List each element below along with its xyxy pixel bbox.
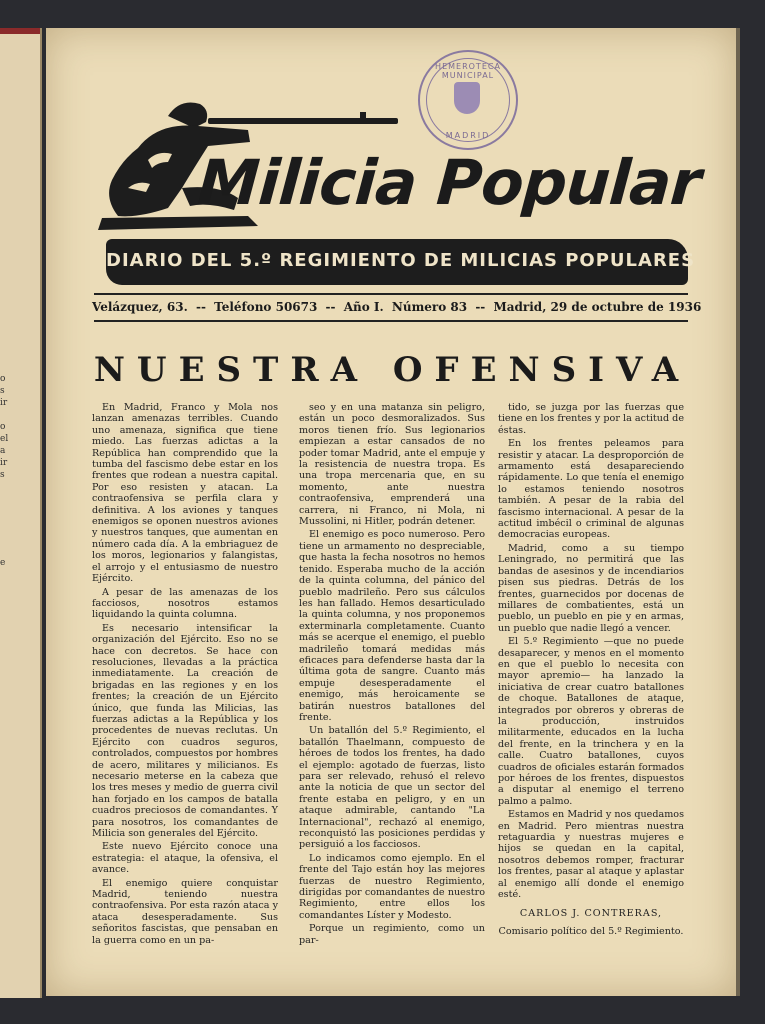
stamp-bottom-text: MADRID [445,131,491,140]
previous-page-edge [0,28,42,998]
author-role: Comisario político del 5.º Regimiento. [498,925,684,937]
paragraph: Estamos en Madrid y nos quedamos en Madrid. Pero mientras nuestra retaguardia y nuestras mujeres e hijos se quedan en la capital, nosotros debemos romper, fracturar los frentes, pasar al ataque y aplastar al enemigo allí donde el enemigo esté. [498,809,684,901]
issue-number: Número 83 [391,300,468,314]
binding-edge [0,28,40,34]
paragraph: En los frentes peleamos para resistir y atacar. La desproporción de armamento está desapareciendo rápidamente. Lo que tenía el enemigo lo estamos teniendo nosotros también. A pesar de la rabia del fascismo internacional. A pesar de la actitud imbécil o criminal de algunas democracias europeas. [498,438,684,541]
paragraph: Porque un regimiento, como un par- [299,923,485,946]
masthead-title: Milicia Popular [195,146,703,219]
paragraph: Este nuevo Ejército conoce una estrategia: el ataque, la ofensiva, el avance. [92,841,278,876]
newspaper-page [46,28,736,996]
divider-bottom [94,320,688,322]
page-fragment: e [0,558,6,568]
page-fragment: o [0,374,6,384]
page-fragment: a [0,446,6,456]
page-fragment: ir [0,458,8,468]
address: Velázquez, 63. [92,300,188,314]
paragraph: En Madrid, Franco y Mola nos lanzan amenazas terribles. Cuando uno amenaza, significa que tiene miedo. Las fuerzas adictas a la República han comprendido que la tumba del fascismo debe estar en los frentes que rodean a nuestra capital. Por eso resisten y atacan. La contraofensiva se perfila clara y definitiva. A los aviones y tanques enemigos se oponen nuestros aviones y nuestros tanques, que aumentan en número cada día. A la embriaguez de los moros, legionarios y falangistas, el arrojo y el entusiasmo de nuestro Ejército. [92,402,278,585]
page-fragment: el [0,434,9,444]
paragraph: Lo indicamos como ejemplo. En el frente del Tajo están hoy las mejores fuerzas de nuestro Regimiento, dirigidas por comandantes de nuestro Regimiento, entre ellos los comandantes Líster y Modesto. [299,852,485,921]
library-stamp [418,50,518,150]
paragraph: El 5.º Regimiento —que no puede desaparecer, y menos en el momento en que el pueblo lo necesita con mayor apremio— ha lanzado la iniciativa de crear cuatro batallones de choque. Batallones de ataque, integrados por obreros y obreras de la producción, instruidos militarmente, educados en la lucha del frente, en la trinchera y en la calle. Cuatro batallones, cuyos cuadros de oficiales estarán formados por héroes de los frentes, dispuestos a disputar al enemigo el terreno palmo a palmo. [498,636,684,807]
separator: -- [195,300,206,314]
page-fragment: s [0,386,5,396]
phone: Teléfono 50673 [214,300,318,314]
paragraph: A pesar de las amenazas de los facciosos, nosotros estamos liquidando la quinta columna. [92,586,278,621]
separator: -- [475,300,486,314]
paragraph: Es necesario intensificar la organización del Ejército. Eso no se hace con decretos. Se hace con resoluciones, llevadas a la práctica inmediatamente. La creación de brigadas en las regiones y en los frentes; la creación de un Ejército único, que funda las Milicias, las fuerzas adictas a la República y los procedentes de nuevas reclutas. Un Ejército con cuadros seguros, controlados, compuestos por hombres de acero, militares y milicianos. Es necesario meterse en la cabeza que los tres meses y medio de guerra civil han forjado en los campos de batalla cuadros preciosos de comandantes. Y para nosotros, los comandantes de Milicia son generales del Ejército. [92,622,278,840]
paragraph: Un batallón del 5.º Regimiento, el batallón Thaelmann, compuesto de héroes de todos los frentes, ha dado el ejemplo: agotado de fuerzas, listo para ser relevado, rehusó el relevo ante la noticia de que un sector del frente estaba en peligro, y en un ataque admirable, cantando "La Internacional", rechazó al enemigo, reconquistó las posiciones perdidas y persiguió a los facciosos. [299,725,485,851]
article-column-1 [92,402,278,948]
paragraph: tido, se juzga por las fuerzas que tiene en los frentes y por la actitud de éstas. [498,402,684,436]
page-edge-shadow [736,28,740,996]
separator: -- [325,300,336,314]
coat-of-arms-icon [454,82,480,114]
masthead-banner [106,239,696,285]
paragraph: El enemigo es poco numeroso. Pero tiene un armamento no despreciable, que hasta la fecha nosotros no hemos tenido. Esperaba mucho de la acción de la quinta columna, del pánico del pueblo madrileño. Pero sus cálculos les han fallado. Hemos desarticulado la quinta columna, y nos proponemos exterminarla completamente. Cuanto más se acerque el enemigo, el pueblo madrileño tomará medidas más eficaces para defenderse hasta dar la última gota de sangre. Cuanto más empuje desesperadamente el enemigo, más heroicamente se batirán nuestros batallones del frente. [299,529,485,723]
issue-date: Madrid, 29 de octubre de 1936 [493,300,702,314]
masthead-subtitle: DIARIO DEL 5.º REGIMIENTO DE MILICIAS POPULARES [106,250,696,271]
page-fragment: o [0,422,6,432]
stamp-top-text: HEMEROTECA MUNICIPAL [435,62,501,80]
year: Año I. [343,300,384,314]
paragraph: seo y en una matanza sin peligro, están un poco desmoralizados. Sus moros tienen frío. Sus legionarios empiezan a estar cansados de no poder tomar Madrid, ante el empuje y la resistencia de nuestra tropa. Es una tropa mercenaria que, en su momento, ante nuestra contraofensiva, emprenderá una carrera, ni Franco, ni Mola, ni Mussolini, ni Hitler, podrán detener. [299,402,485,528]
article-headline: NUESTRA OFENSIVA [93,350,691,390]
page-fragment: s [0,470,5,480]
author-signature: CARLOS J. CONTRERAS, [519,908,663,920]
page-fragment: ir [0,398,8,408]
paragraph: Madrid, como a su tiempo Leningrado, no permitirá que las bandas de asesinos y de incendiarios pisen sus piedras. Detrás de los frentes, guarnecidos por docenas de millares de combatientes, está un pueblo, un pueblo en pie y en armas, un pueblo que nadie llegó a vencer. [498,542,684,634]
article-column-3 [498,402,684,939]
masthead-infoline [92,300,702,314]
paragraph: El enemigo quiere conquistar Madrid, teniendo nuestra contraofensiva. Por esta razón ataca y ataca desesperadamente. Sus señoritos fascistas, que pensaban en la guerra como en un pa- [92,877,278,946]
divider-top [94,293,688,295]
article-column-2 [299,402,485,948]
